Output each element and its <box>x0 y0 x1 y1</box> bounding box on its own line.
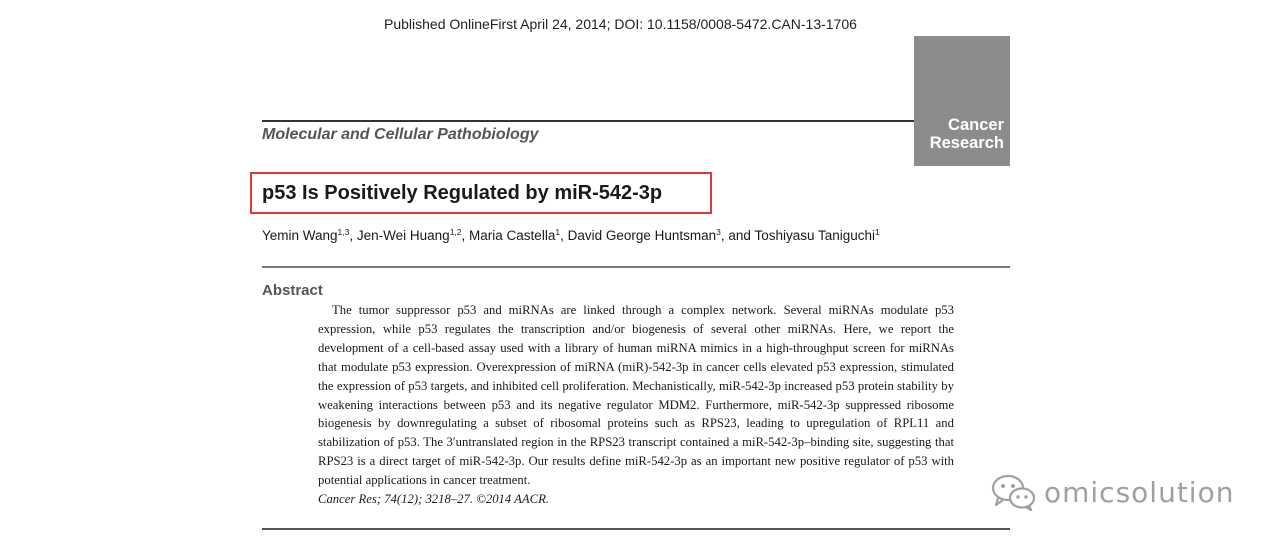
published-line: Published OnlineFirst April 24, 2014; DOI: 10.1158/0008-5472.CAN-13-1706 <box>384 16 857 32</box>
author-affiliation: 3 <box>716 227 721 237</box>
section-label: Molecular and Cellular Pathobiology <box>262 126 539 143</box>
journal-logo-box <box>914 36 1010 166</box>
article-title: p53 Is Positively Regulated by miR-542-3p <box>262 182 663 204</box>
wechat-icon <box>990 472 1036 512</box>
watermark <box>990 472 1234 512</box>
header-rule <box>262 120 914 122</box>
abstract-heading: Abstract <box>262 282 323 299</box>
author-name: Jen-Wei Huang <box>356 228 450 243</box>
abstract-citation: Cancer Res; 74(12); 3218–27. ©2014 AACR. <box>318 492 550 507</box>
author-name: Toshiyasu Taniguchi <box>754 228 876 243</box>
journal-name: Cancer Research <box>929 116 1004 152</box>
author-name: Yemin Wang <box>262 228 338 243</box>
abstract-text <box>318 301 954 509</box>
author-affiliation: 1 <box>555 227 561 237</box>
author-affiliation: 1,2 <box>449 227 462 237</box>
footer-rule <box>262 528 1010 530</box>
author-list: Yemin Wang$^{1,3}$, Jen-Wei Huang$^{1,2}$, Maria Castella$^1$, David George Huntsman$^3$, and Toshiyasu Taniguchi$^1$ <box>262 227 880 243</box>
watermark-text: omicsolution <box>1044 475 1235 509</box>
abstract-body: The tumor suppressor p53 and miRNAs are linked through a complex network. Several miRNAs modulate p53 expression, while p53 regulates the transcription and/or biogenesis of several other miRNAs. Here, we report the development of a cell-based assay used with a library of human miRNA mimics in a high-throughput screen for miRNAs that modulate p53 expression. Overexpression of miRNA (miR)-542-3p in cancer cells elevated p53 expression, stimulated the expression of p53 targets, and inhibited cell proliferation. Mechanistically, miR-542-3p increased p53 protein stability by weakening interactions between p53 and its negative regulator MDM2. Furthermore, miR-542-3p suppressed ribosome biogenesis by downregulating a subset of ribosomal proteins such as RPS23, leading to upregulation of RPL11 and stabilization of p53. The 3′untranslated region in the RPS23 transcript contained a miR-542-3p–binding site, suggesting that RPS23 is a direct target of miR-542-3p. Our results define miR-542-3p as an important new positive regulator of p53 with potential applications in cancer treatment. <box>318 303 954 488</box>
authors-rule <box>262 266 1010 268</box>
author-affiliation: 1 <box>875 227 880 237</box>
author-name: David George Huntsman <box>567 228 717 243</box>
author-name: Maria Castella <box>469 228 556 243</box>
author-affiliation: 1,3 <box>337 227 350 237</box>
